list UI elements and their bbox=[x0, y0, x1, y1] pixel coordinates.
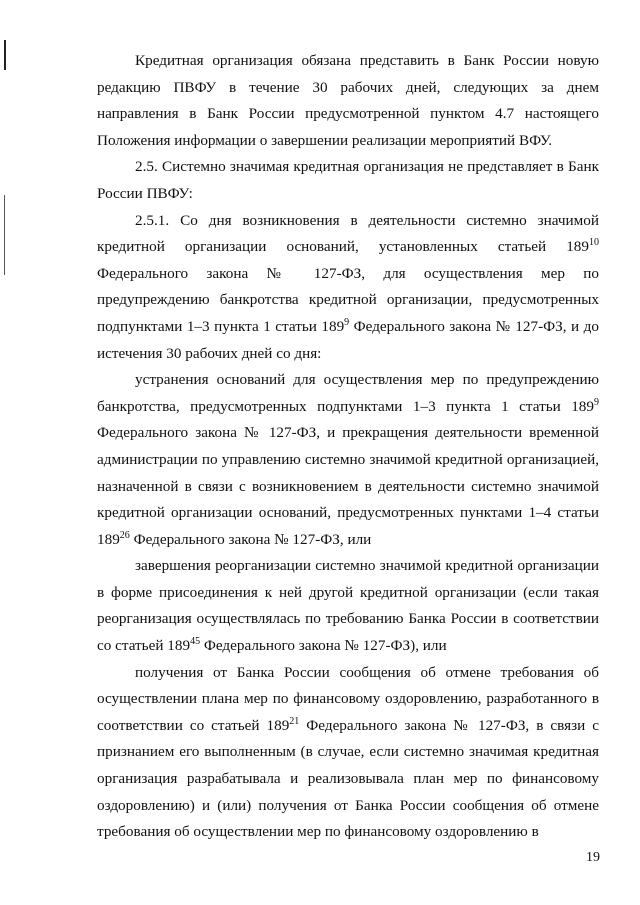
paragraph-2-5-1: 2.5.1. Со дня возникновения в деятельности системно значимой кредитной организации оснований, установленных статьей $189^{10}$ Федерального закона № 127-ФЗ, для осуществления мер по предупреждению банкротства кредитной организации, предусмотренных подпунктами 1–3 пункта 1 статьи $189^9$ Федерального закона № 127-ФЗ, и до истечения 30 рабочих дней со дня: bbox=[97, 211, 599, 362]
paragraph-1: Кредитная организация обязана представить в Банк России новую редакцию ПВФУ в течение 30 рабочих дней, следующих за днем направления в Банк России предусмотренной пунктом 4.7 настоящего Положения информации о завершении реализации мероприятий ВФУ. bbox=[97, 52, 599, 149]
superscript: 45 bbox=[190, 636, 201, 648]
paragraph-2-5: 2.5. Системно значимая кредитная организация не представляет в Банк России ПВФУ: bbox=[97, 158, 599, 202]
paragraph-removal-grounds: устранения оснований для осуществления мер по предупреждению банкротства, предусмотренных подпунктами 1–3 пункта 1 статьи $189^9$ Федерального закона № 127-ФЗ, и прекращения деятельности временной администрации по управлению системно значимой кредитной организацией, назначенной в связи с возникновением в деятельности системно значимой кредитной организации оснований, предусмотренных пунктами 1–4 статьи $189^{26}$ Федерального закона № 127-ФЗ, или bbox=[97, 371, 599, 548]
document-body bbox=[97, 48, 599, 846]
paragraph-recovery-plan: получения от Банка России сообщения об отмене требования об осуществлении плана мер по финансовому оздоровлению, разработанного в соответствии со статьей $189^{21}$ Федерального закона № 127-ФЗ, в связи с признанием его выполненным (в случае, если системно значимая кредитная организация разрабатывала и реализовывала план мер по финансовому оздоровлению) и (или) получения от Банка России сообщения об отмене требования об осуществлении мер по финансовому оздоровлению в bbox=[97, 663, 599, 841]
margin-mark bbox=[4, 195, 5, 275]
superscript: 21 bbox=[289, 715, 300, 727]
superscript: 9 bbox=[344, 316, 350, 328]
superscript: 10 bbox=[589, 237, 599, 249]
superscript: 26 bbox=[119, 529, 130, 541]
margin-mark bbox=[4, 40, 6, 70]
page-number: 19 bbox=[586, 850, 600, 865]
paragraph-reorganization: завершения реорганизации системно значимой кредитной организации в форме присоединения к ней другой кредитной организации (если такая реорганизация осуществлялась по требованию Банка России в соответствии со статьей $189^{45}$ Федерального закона № 127-ФЗ), или bbox=[97, 557, 599, 655]
superscript: 9 bbox=[594, 396, 599, 408]
